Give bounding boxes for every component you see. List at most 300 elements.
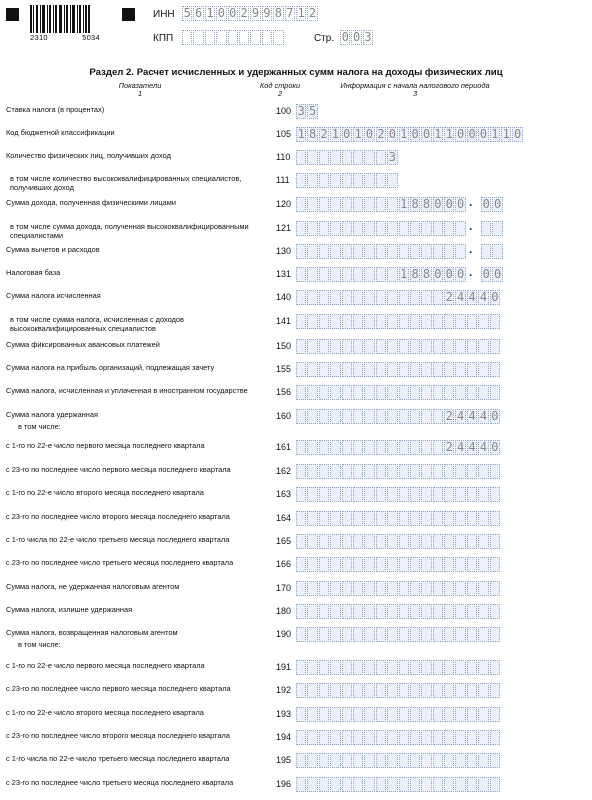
value-cell[interactable] bbox=[467, 385, 477, 400]
value-cell[interactable] bbox=[376, 534, 386, 549]
value-cell[interactable] bbox=[364, 173, 374, 188]
value-cell[interactable] bbox=[319, 660, 329, 675]
value-cell[interactable] bbox=[296, 464, 306, 479]
value-cell[interactable] bbox=[353, 557, 363, 572]
value-cell[interactable] bbox=[307, 244, 317, 259]
value-cell[interactable] bbox=[319, 290, 329, 305]
value-cell[interactable] bbox=[307, 267, 317, 282]
value-cell[interactable] bbox=[376, 581, 386, 596]
fraction-cell[interactable]: 0 bbox=[493, 267, 502, 281]
value-cell[interactable] bbox=[319, 777, 329, 792]
value-cell[interactable] bbox=[353, 244, 363, 259]
inn-cell[interactable]: 0 bbox=[229, 6, 237, 20]
value-cell[interactable] bbox=[319, 487, 329, 502]
value-cell[interactable] bbox=[387, 314, 397, 329]
value-cell[interactable] bbox=[364, 487, 374, 502]
value-cell[interactable] bbox=[455, 604, 465, 619]
value-cell[interactable] bbox=[399, 221, 409, 236]
value-cell[interactable] bbox=[353, 221, 363, 236]
value-cell[interactable] bbox=[307, 730, 317, 745]
value-cell[interactable] bbox=[319, 707, 329, 722]
value-cell[interactable] bbox=[307, 534, 317, 549]
value-cell[interactable] bbox=[455, 557, 465, 572]
value-cell[interactable] bbox=[342, 267, 352, 282]
value-cell[interactable] bbox=[455, 464, 465, 479]
value-cell[interactable]: 1 bbox=[434, 127, 442, 141]
value-cell[interactable] bbox=[399, 730, 409, 745]
kpp-cell[interactable] bbox=[273, 30, 283, 45]
value-cell[interactable] bbox=[342, 244, 352, 259]
value-cell[interactable] bbox=[478, 534, 488, 549]
value-cell[interactable] bbox=[455, 627, 465, 642]
value-cell[interactable] bbox=[421, 557, 431, 572]
value-cell[interactable]: 0 bbox=[491, 409, 499, 423]
value-cell[interactable] bbox=[421, 753, 431, 768]
value-cell[interactable] bbox=[296, 173, 306, 188]
value-cell[interactable] bbox=[319, 385, 329, 400]
value-cell[interactable] bbox=[330, 557, 340, 572]
page-cell[interactable]: 0 bbox=[352, 30, 361, 44]
value-field-100[interactable] bbox=[296, 104, 319, 119]
value-cell[interactable] bbox=[421, 362, 431, 377]
value-cell[interactable] bbox=[387, 534, 397, 549]
value-cell[interactable]: 4 bbox=[468, 440, 476, 454]
value-cell[interactable] bbox=[296, 197, 306, 212]
value-field-141[interactable] bbox=[296, 314, 501, 329]
value-cell[interactable] bbox=[467, 511, 477, 526]
value-cell[interactable] bbox=[421, 487, 431, 502]
value-cell[interactable] bbox=[364, 314, 374, 329]
value-cell[interactable] bbox=[307, 777, 317, 792]
value-cell[interactable] bbox=[433, 557, 443, 572]
value-cell[interactable] bbox=[307, 339, 317, 354]
value-cell[interactable] bbox=[410, 440, 420, 455]
value-cell[interactable] bbox=[399, 557, 409, 572]
value-cell[interactable]: 8 bbox=[411, 267, 419, 281]
value-cell[interactable]: 4 bbox=[479, 290, 488, 304]
value-cell[interactable] bbox=[319, 730, 329, 745]
value-cell[interactable] bbox=[467, 464, 477, 479]
value-cell[interactable] bbox=[490, 683, 500, 698]
value-cell[interactable] bbox=[353, 197, 363, 212]
value-cell[interactable] bbox=[387, 660, 397, 675]
value-cell[interactable] bbox=[296, 290, 306, 305]
value-cell[interactable] bbox=[376, 683, 386, 698]
value-cell[interactable] bbox=[376, 464, 386, 479]
value-cell[interactable] bbox=[296, 267, 306, 282]
value-cell[interactable] bbox=[376, 362, 386, 377]
value-cell[interactable] bbox=[410, 487, 420, 502]
value-cell[interactable]: 0 bbox=[491, 290, 499, 304]
value-cell[interactable] bbox=[433, 730, 443, 745]
value-cell[interactable] bbox=[387, 777, 397, 792]
value-cell[interactable] bbox=[410, 707, 420, 722]
value-cell[interactable]: 0 bbox=[343, 127, 351, 141]
value-cell[interactable] bbox=[319, 339, 329, 354]
value-cell[interactable] bbox=[387, 339, 397, 354]
value-cell[interactable] bbox=[342, 557, 352, 572]
value-cell[interactable]: 0 bbox=[445, 197, 453, 211]
inn-cell[interactable]: 0 bbox=[217, 6, 225, 20]
value-cell[interactable] bbox=[467, 487, 477, 502]
value-cell[interactable] bbox=[387, 362, 397, 377]
value-cell[interactable] bbox=[376, 440, 386, 455]
value-cell[interactable] bbox=[342, 683, 352, 698]
value-cell[interactable] bbox=[319, 221, 329, 236]
fraction-cell[interactable]: 0 bbox=[493, 197, 502, 211]
value-cell[interactable] bbox=[421, 604, 431, 619]
value-cell[interactable] bbox=[455, 534, 465, 549]
value-cell[interactable] bbox=[467, 534, 477, 549]
fraction-field-130[interactable] bbox=[481, 244, 504, 259]
value-cell[interactable] bbox=[342, 362, 352, 377]
kpp-cell[interactable] bbox=[182, 30, 192, 45]
value-cell[interactable]: 4 bbox=[468, 290, 476, 304]
value-cell[interactable] bbox=[478, 660, 488, 675]
value-cell[interactable] bbox=[342, 221, 352, 236]
value-cell[interactable] bbox=[399, 409, 409, 424]
value-cell[interactable] bbox=[296, 244, 306, 259]
value-cell[interactable] bbox=[410, 581, 420, 596]
value-cell[interactable] bbox=[376, 267, 386, 282]
value-cell[interactable] bbox=[319, 409, 329, 424]
value-cell[interactable] bbox=[410, 290, 420, 305]
value-cell[interactable] bbox=[444, 339, 454, 354]
value-cell[interactable] bbox=[307, 464, 317, 479]
value-cell[interactable] bbox=[490, 464, 500, 479]
value-cell[interactable] bbox=[364, 440, 374, 455]
value-cell[interactable] bbox=[342, 627, 352, 642]
value-cell[interactable] bbox=[444, 753, 454, 768]
value-cell[interactable] bbox=[467, 362, 477, 377]
value-cell[interactable] bbox=[330, 660, 340, 675]
kpp-cell[interactable] bbox=[250, 30, 260, 45]
value-cell[interactable] bbox=[353, 511, 363, 526]
inn-cell[interactable]: 7 bbox=[286, 6, 294, 20]
fraction-cell[interactable] bbox=[481, 244, 491, 259]
value-cell[interactable] bbox=[376, 511, 386, 526]
value-cell[interactable] bbox=[478, 707, 488, 722]
value-cell[interactable]: 4 bbox=[457, 290, 465, 304]
value-cell[interactable] bbox=[444, 487, 454, 502]
value-cell[interactable] bbox=[319, 683, 329, 698]
value-cell[interactable] bbox=[455, 581, 465, 596]
value-cell[interactable] bbox=[364, 753, 374, 768]
value-cell[interactable] bbox=[421, 314, 431, 329]
value-cell[interactable] bbox=[467, 683, 477, 698]
value-cell[interactable] bbox=[319, 511, 329, 526]
value-cell[interactable]: 1 bbox=[491, 127, 499, 141]
value-cell[interactable]: 0 bbox=[422, 127, 431, 141]
value-cell[interactable]: 4 bbox=[457, 440, 465, 454]
value-cell[interactable] bbox=[410, 339, 420, 354]
value-cell[interactable] bbox=[353, 627, 363, 642]
value-cell[interactable] bbox=[410, 409, 420, 424]
value-cell[interactable] bbox=[307, 707, 317, 722]
value-cell[interactable] bbox=[364, 409, 374, 424]
value-cell[interactable]: 1 bbox=[502, 127, 510, 141]
value-cell[interactable] bbox=[421, 511, 431, 526]
value-cell[interactable] bbox=[490, 487, 500, 502]
value-cell[interactable] bbox=[330, 267, 340, 282]
value-cell[interactable] bbox=[490, 511, 500, 526]
value-cell[interactable] bbox=[353, 660, 363, 675]
value-field-191[interactable] bbox=[296, 660, 501, 675]
value-cell[interactable] bbox=[319, 440, 329, 455]
value-field-162[interactable] bbox=[296, 464, 501, 479]
value-cell[interactable] bbox=[467, 777, 477, 792]
value-cell[interactable] bbox=[421, 683, 431, 698]
value-cell[interactable] bbox=[319, 244, 329, 259]
value-cell[interactable] bbox=[478, 511, 488, 526]
value-cell[interactable] bbox=[376, 339, 386, 354]
value-cell[interactable] bbox=[410, 557, 420, 572]
value-cell[interactable] bbox=[490, 557, 500, 572]
value-cell[interactable] bbox=[353, 362, 363, 377]
value-cell[interactable] bbox=[376, 487, 386, 502]
value-cell[interactable] bbox=[444, 534, 454, 549]
value-cell[interactable] bbox=[433, 707, 443, 722]
value-cell[interactable] bbox=[399, 627, 409, 642]
value-field-194[interactable] bbox=[296, 730, 501, 745]
value-cell[interactable] bbox=[421, 440, 431, 455]
value-cell[interactable] bbox=[353, 173, 363, 188]
value-field-163[interactable] bbox=[296, 487, 501, 502]
value-cell[interactable] bbox=[307, 173, 317, 188]
value-cell[interactable] bbox=[307, 753, 317, 768]
value-cell[interactable] bbox=[330, 627, 340, 642]
value-field-161[interactable] bbox=[296, 440, 501, 455]
value-cell[interactable] bbox=[433, 753, 443, 768]
value-cell[interactable] bbox=[387, 683, 397, 698]
value-field-196[interactable] bbox=[296, 777, 501, 792]
value-cell[interactable] bbox=[330, 221, 340, 236]
value-cell[interactable] bbox=[342, 314, 352, 329]
value-cell[interactable] bbox=[296, 385, 306, 400]
value-cell[interactable] bbox=[387, 409, 397, 424]
value-cell[interactable] bbox=[387, 464, 397, 479]
value-cell[interactable] bbox=[364, 362, 374, 377]
value-cell[interactable] bbox=[330, 730, 340, 745]
value-cell[interactable]: 1 bbox=[297, 127, 305, 141]
value-cell[interactable] bbox=[353, 730, 363, 745]
value-cell[interactable] bbox=[410, 683, 420, 698]
kpp-cell[interactable] bbox=[262, 30, 272, 45]
value-cell[interactable] bbox=[330, 385, 340, 400]
inn-cell[interactable]: 6 bbox=[194, 6, 203, 20]
value-cell[interactable] bbox=[342, 534, 352, 549]
value-cell[interactable] bbox=[296, 604, 306, 619]
value-field-192[interactable] bbox=[296, 683, 501, 698]
value-cell[interactable] bbox=[364, 267, 374, 282]
value-cell[interactable] bbox=[467, 314, 477, 329]
value-cell[interactable] bbox=[342, 150, 352, 165]
value-cell[interactable] bbox=[307, 604, 317, 619]
value-cell[interactable] bbox=[353, 777, 363, 792]
value-cell[interactable]: 2 bbox=[377, 127, 385, 141]
value-cell[interactable]: 8 bbox=[308, 127, 317, 141]
value-cell[interactable] bbox=[433, 511, 443, 526]
value-cell[interactable] bbox=[421, 221, 431, 236]
value-cell[interactable] bbox=[307, 385, 317, 400]
value-cell[interactable] bbox=[410, 604, 420, 619]
value-cell[interactable] bbox=[342, 290, 352, 305]
value-cell[interactable] bbox=[364, 221, 374, 236]
value-cell[interactable] bbox=[353, 683, 363, 698]
value-cell[interactable] bbox=[296, 534, 306, 549]
value-field-195[interactable] bbox=[296, 753, 501, 768]
value-cell[interactable] bbox=[478, 627, 488, 642]
value-cell[interactable] bbox=[330, 409, 340, 424]
value-cell[interactable] bbox=[376, 557, 386, 572]
value-cell[interactable] bbox=[376, 627, 386, 642]
value-cell[interactable] bbox=[376, 150, 386, 165]
value-cell[interactable] bbox=[410, 362, 420, 377]
value-cell[interactable] bbox=[364, 683, 374, 698]
value-cell[interactable]: 2 bbox=[320, 127, 328, 141]
fraction-field-131[interactable] bbox=[481, 267, 504, 282]
value-cell[interactable] bbox=[399, 314, 409, 329]
value-cell[interactable] bbox=[364, 730, 374, 745]
value-cell[interactable] bbox=[433, 385, 443, 400]
value-cell[interactable] bbox=[319, 362, 329, 377]
value-cell[interactable] bbox=[410, 627, 420, 642]
value-cell[interactable] bbox=[444, 511, 454, 526]
value-cell[interactable] bbox=[296, 150, 306, 165]
value-cell[interactable] bbox=[353, 753, 363, 768]
value-cell[interactable]: 0 bbox=[491, 440, 499, 454]
value-cell[interactable] bbox=[319, 197, 329, 212]
value-cell[interactable] bbox=[387, 707, 397, 722]
value-field-170[interactable] bbox=[296, 581, 501, 596]
value-cell[interactable] bbox=[364, 777, 374, 792]
kpp-field[interactable] bbox=[182, 30, 285, 45]
value-cell[interactable] bbox=[467, 707, 477, 722]
value-cell[interactable] bbox=[399, 339, 409, 354]
value-cell[interactable] bbox=[444, 314, 454, 329]
value-cell[interactable] bbox=[455, 314, 465, 329]
value-cell[interactable] bbox=[455, 221, 465, 236]
value-cell[interactable] bbox=[387, 487, 397, 502]
value-cell[interactable] bbox=[330, 511, 340, 526]
value-cell[interactable] bbox=[490, 339, 500, 354]
value-cell[interactable] bbox=[433, 627, 443, 642]
value-cell[interactable] bbox=[307, 409, 317, 424]
value-cell[interactable] bbox=[353, 290, 363, 305]
value-cell[interactable] bbox=[421, 464, 431, 479]
value-cell[interactable] bbox=[342, 777, 352, 792]
value-cell[interactable] bbox=[307, 683, 317, 698]
value-cell[interactable]: 0 bbox=[468, 127, 476, 141]
value-cell[interactable] bbox=[376, 197, 386, 212]
page-number-field[interactable] bbox=[340, 30, 374, 45]
value-cell[interactable] bbox=[307, 627, 317, 642]
value-cell[interactable] bbox=[467, 627, 477, 642]
value-cell[interactable] bbox=[478, 683, 488, 698]
value-cell[interactable] bbox=[421, 290, 431, 305]
value-cell[interactable] bbox=[433, 244, 443, 259]
value-cell[interactable] bbox=[421, 534, 431, 549]
value-cell[interactable] bbox=[330, 534, 340, 549]
value-field-111[interactable] bbox=[296, 173, 399, 188]
value-cell[interactable] bbox=[296, 221, 306, 236]
value-cell[interactable] bbox=[319, 604, 329, 619]
value-cell[interactable] bbox=[433, 314, 443, 329]
value-cell[interactable] bbox=[467, 660, 477, 675]
value-cell[interactable] bbox=[410, 221, 420, 236]
value-cell[interactable] bbox=[364, 627, 374, 642]
value-field-160[interactable] bbox=[296, 409, 501, 424]
value-cell[interactable] bbox=[410, 660, 420, 675]
value-cell[interactable] bbox=[342, 581, 352, 596]
value-cell[interactable] bbox=[455, 683, 465, 698]
value-cell[interactable] bbox=[296, 487, 306, 502]
value-cell[interactable] bbox=[444, 777, 454, 792]
fraction-field-120[interactable] bbox=[481, 197, 504, 212]
value-cell[interactable] bbox=[376, 173, 386, 188]
value-cell[interactable] bbox=[455, 707, 465, 722]
value-cell[interactable] bbox=[399, 487, 409, 502]
value-cell[interactable] bbox=[342, 339, 352, 354]
value-cell[interactable] bbox=[342, 753, 352, 768]
value-cell[interactable] bbox=[387, 604, 397, 619]
value-cell[interactable] bbox=[399, 244, 409, 259]
value-cell[interactable] bbox=[364, 244, 374, 259]
value-cell[interactable] bbox=[376, 660, 386, 675]
value-cell[interactable] bbox=[296, 627, 306, 642]
value-cell[interactable] bbox=[319, 464, 329, 479]
value-cell[interactable] bbox=[410, 385, 420, 400]
value-cell[interactable] bbox=[490, 534, 500, 549]
value-cell[interactable] bbox=[364, 604, 374, 619]
value-cell[interactable] bbox=[421, 777, 431, 792]
value-cell[interactable] bbox=[410, 314, 420, 329]
inn-cell[interactable]: 1 bbox=[297, 6, 305, 20]
value-cell[interactable] bbox=[490, 314, 500, 329]
value-cell[interactable]: 4 bbox=[457, 409, 465, 423]
value-cell[interactable]: 0 bbox=[514, 127, 522, 141]
value-cell[interactable] bbox=[421, 730, 431, 745]
value-cell[interactable] bbox=[307, 660, 317, 675]
value-cell[interactable] bbox=[319, 581, 329, 596]
value-field-110[interactable] bbox=[296, 150, 399, 165]
value-cell[interactable] bbox=[353, 339, 363, 354]
value-cell[interactable] bbox=[478, 581, 488, 596]
fraction-cell[interactable]: 0 bbox=[482, 197, 490, 211]
value-cell[interactable] bbox=[319, 267, 329, 282]
value-cell[interactable] bbox=[296, 314, 306, 329]
value-cell[interactable] bbox=[353, 604, 363, 619]
value-cell[interactable] bbox=[387, 627, 397, 642]
value-cell[interactable]: 0 bbox=[434, 267, 442, 281]
value-cell[interactable] bbox=[296, 557, 306, 572]
value-cell[interactable] bbox=[399, 362, 409, 377]
value-cell[interactable] bbox=[330, 150, 340, 165]
inn-cell[interactable]: 1 bbox=[206, 6, 214, 20]
value-cell[interactable] bbox=[342, 464, 352, 479]
value-cell[interactable] bbox=[330, 362, 340, 377]
value-cell[interactable] bbox=[330, 244, 340, 259]
value-cell[interactable] bbox=[376, 221, 386, 236]
kpp-cell[interactable] bbox=[228, 30, 238, 45]
inn-cell[interactable]: 9 bbox=[251, 6, 260, 20]
inn-cell[interactable]: 2 bbox=[240, 6, 248, 20]
value-cell[interactable] bbox=[444, 362, 454, 377]
kpp-cell[interactable] bbox=[239, 30, 249, 45]
value-cell[interactable] bbox=[444, 557, 454, 572]
value-cell[interactable] bbox=[410, 464, 420, 479]
value-cell[interactable] bbox=[307, 440, 317, 455]
